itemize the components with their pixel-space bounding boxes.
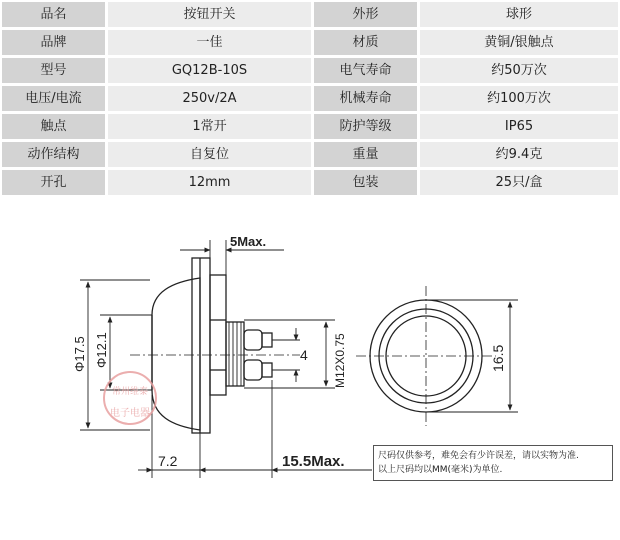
spec-label: 包装 [314,170,417,195]
dim-d175-label: Φ17.5 [72,336,87,372]
note-box [373,445,613,481]
spec-label: 型号 [2,58,105,83]
spec-row [0,58,620,83]
thread-lines [229,322,241,386]
note-line-2: 以上尺码均以MM(毫米)为单位. [378,465,503,475]
spec-table [0,0,620,205]
side-view [152,258,272,433]
spec-row [0,114,620,139]
dim-d121-label: Φ12.1 [94,332,109,368]
terminal-upper-tip [262,333,272,347]
spec-label: 重量 [314,142,417,167]
spec-label: 材质 [314,30,417,55]
terminal-lower-tip [262,363,272,377]
terminal-upper [244,330,262,350]
watermark-bottom-text: 电子电器 [110,408,150,419]
dim-4-label: 4 [300,347,308,363]
spec-value: IP65 [420,114,618,139]
dim-165-label: 16.5 [490,344,506,372]
spec-value: 约50万次 [420,58,618,83]
watermark-top-text: 常州维泰 [111,386,149,396]
note-line-1: 尺码仅供参考，难免会有少许误差，请以实物为准. [378,451,579,461]
spec-value: 250v/2A [108,86,311,111]
spec-row [0,30,620,55]
spec-value: 自复位 [108,142,311,167]
spec-label: 动作结构 [2,142,105,167]
dim-72-label: 7.2 [158,453,178,469]
spec-row [0,142,620,167]
terminal-lower [244,360,262,380]
spec-label: 品牌 [2,30,105,55]
watermark-stamp [104,372,156,424]
spec-label: 开孔 [2,170,105,195]
drawing-svg [0,205,620,536]
spec-value: 12mm [108,170,311,195]
spec-value: 约9.4克 [420,142,618,167]
button-head-outline [152,278,200,430]
spec-label: 防护等级 [314,114,417,139]
spec-label: 品名 [2,2,105,27]
spec-label: 触点 [2,114,105,139]
spec-row [0,86,620,111]
flange-outline [192,258,210,433]
technical-drawing [0,205,620,536]
spec-value: 约100万次 [420,86,618,111]
nut-outline [210,275,226,395]
dim-155-label: 15.5Max. [282,453,345,470]
spec-value: 一佳 [108,30,311,55]
dim-5max-label: 5Max. [230,234,267,249]
spec-label: 外形 [314,2,417,27]
spec-label: 电压/电流 [2,86,105,111]
dim-thread-label: M12X0.75 [333,333,347,388]
spec-value: 25只/盒 [420,170,618,195]
spec-value: 按钮开关 [108,2,311,27]
spec-value: 1常开 [108,114,311,139]
spec-label: 电气寿命 [314,58,417,83]
spec-row [0,2,620,27]
spec-value: 黄铜/银触点 [420,30,618,55]
spec-label: 机械寿命 [314,86,417,111]
spec-value: GQ12B-10S [108,58,311,83]
spec-row [0,170,620,195]
spec-value: 球形 [420,2,618,27]
